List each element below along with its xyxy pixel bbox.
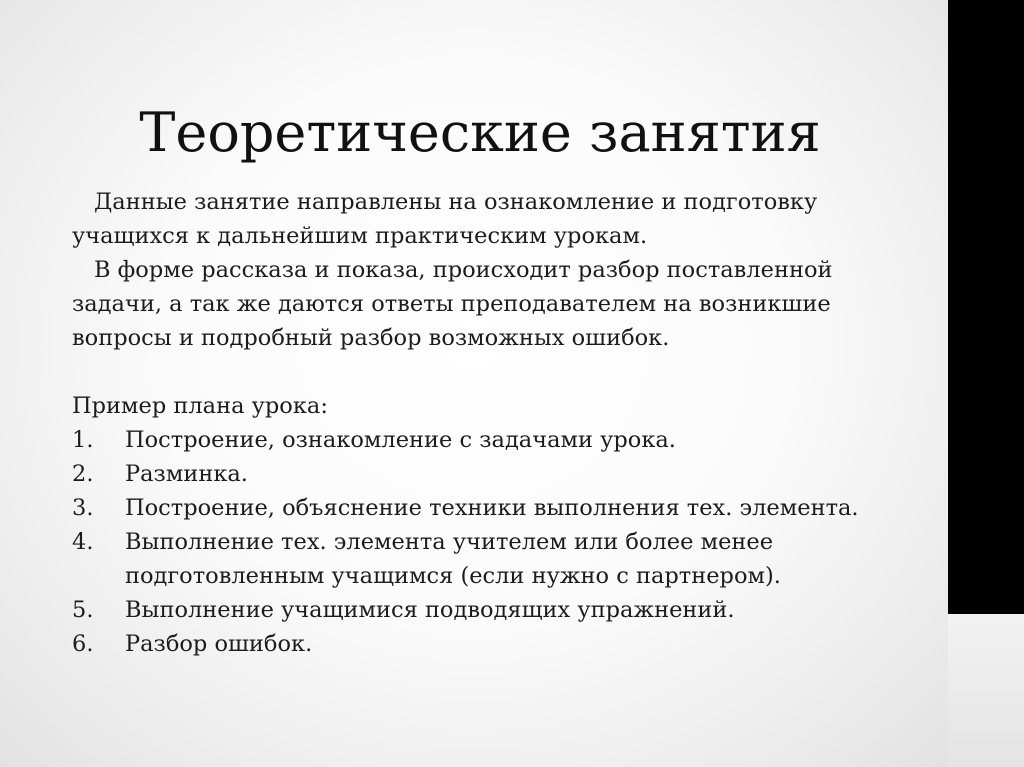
list-item-number: 2.	[72, 461, 94, 487]
list-item-text: Разбор ошибок.	[125, 631, 313, 657]
list-item-number: 3.	[72, 495, 94, 521]
method-paragraph: В форме рассказа и показа, происходит разбор поставленной задачи, а так же даются ответы преподавателем на возникшие вопросы и подробный разбор возможных ошибок.	[72, 257, 833, 351]
list-item	[72, 627, 922, 661]
list-item-text: Выполнение учащимися подводящих упражнений.	[125, 597, 735, 623]
list-item-number: 6.	[72, 631, 94, 657]
slide-title: Теоретические занятия	[139, 101, 821, 165]
slide-body	[72, 185, 922, 661]
list-item-text: Построение, ознакомление с задачами урока.	[125, 427, 676, 453]
list-item	[72, 457, 922, 491]
list-item	[72, 593, 922, 627]
list-item-text: Разминка.	[125, 461, 248, 487]
lesson-plan-list	[72, 423, 922, 661]
intro-paragraph: Данные занятие направлены на ознакомление и подготовку учащихся к дальнейшим практическим урокам.	[72, 189, 818, 249]
list-item-text: Построение, объяснение техники выполнения тех. элемента.	[125, 495, 859, 521]
list-item	[72, 525, 922, 593]
side-bar-dark	[948, 0, 1024, 614]
list-item-number: 1.	[72, 427, 94, 453]
spacer	[72, 355, 922, 389]
list-item	[72, 423, 922, 457]
side-bar-light	[948, 614, 1024, 767]
list-item-text: Выполнение тех. элемента учителем или более менее подготовленным учащимся (если нужно с партнером).	[125, 529, 781, 589]
list-item	[72, 491, 922, 525]
plan-heading: Пример плана урока:	[72, 393, 328, 419]
list-item-number: 4.	[72, 529, 94, 555]
list-item-number: 5.	[72, 597, 94, 623]
